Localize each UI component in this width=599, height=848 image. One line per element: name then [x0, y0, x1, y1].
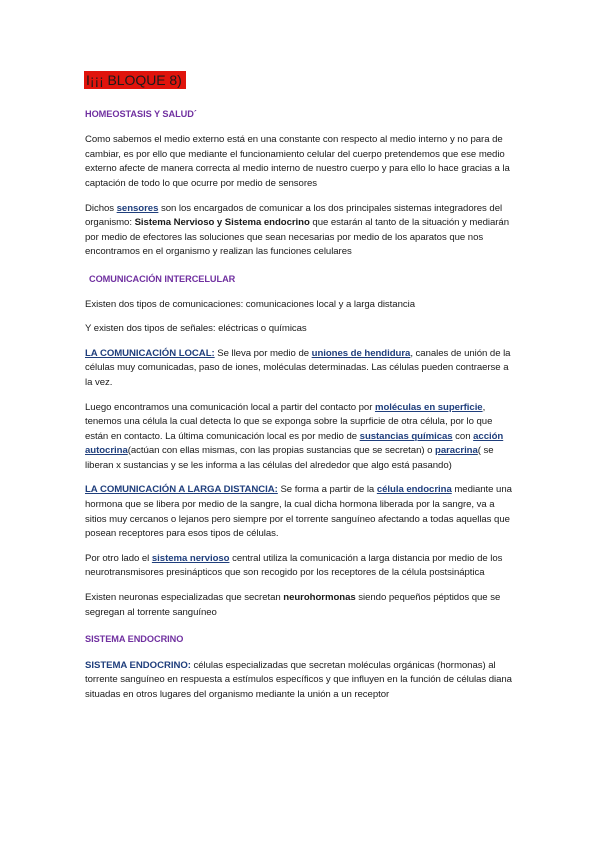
label-comunicacion-local: LA COMUNICACIÓN LOCAL:	[85, 347, 215, 359]
paragraph-sistema-nervioso: Por otro lado el sistema nervioso central utiliza la comunicación a larga distancia por medio de los neurotransmisores presinápticos que son recogido por los receptores de la célula postsináptica	[85, 552, 503, 579]
link-celula-endocrina[interactable]: célula endocrina	[376, 484, 452, 496]
paragraph-comunicacion-local: LA COMUNICACIÓN LOCAL: Se lleva por medio de uniones de hendidura, canales de unión de la células muy comunicadas, paso de iones, moléculas determinadas. Las células pueden contraerse a la vez.	[85, 347, 511, 388]
link-sensores[interactable]: sensores	[116, 202, 159, 214]
link-accion-autocrina[interactable]: acción autocrina	[85, 430, 504, 457]
link-paracrina[interactable]: paracrina	[435, 445, 478, 457]
block-title: I¡¡¡ BLOQUE 8)	[84, 71, 186, 89]
link-uniones-hendidura[interactable]: uniones de hendidura	[311, 347, 411, 359]
label-larga-distancia: LA COMUNICACIÓN A LARGA DISTANCIA:	[85, 484, 278, 496]
paragraph-neurohormonas: Existen neuronas especializadas que secretan neurohormonas siendo pequeños péptidos que se segregan al torrente sanguíneo	[85, 592, 501, 618]
link-sustancias-quimicas[interactable]: sustancias químicas	[359, 430, 453, 442]
link-sistema-nervioso[interactable]: sistema nervioso	[151, 552, 230, 564]
paragraph-contacto: Luego encontramos una comunicación local a partir del contacto por moléculas en superficie, tenemos una célula la cual detecta lo que se exponga sobre la suprficie de otra célula, por lo que están en contacto. La última comunicación local es por medio de sustancias químicas con acción autocrina(actúan con ellas mismas, con las propias sustancias que se secretan) o paracrina( se liberan x sustancias y se les informa a las células del alrededor que algo está pasando)	[85, 401, 504, 471]
paragraph-medio-externo: Como sabemos el medio externo está en una constante con respecto al medio interno y no para de cambiar, es por ello que mediante el funcionamiento celular del cuerpo pretendemos que ese medio externo afecte de manera correcta al medio interno de nuestro cuerpo y para ello lo hace gracias a la captación de todo lo que ocurre por medio de sensores	[85, 134, 510, 189]
bold-neurohormonas: neurohormonas	[283, 592, 356, 604]
bold-sistemas: Sistema Nervioso y Sistema endocrino	[134, 217, 310, 229]
label-sistema-endocrino: SISTEMA ENDOCRINO:	[85, 659, 191, 671]
paragraph-larga-distancia: LA COMUNICACIÓN A LARGA DISTANCIA: Se forma a partir de la célula endocrina mediante una hormona que se libera por medio de la sangre, la cual dicha hormona liberada por la sangre, va a sitios muy cercanos o lejanos pero siempre por el torrente sanguíneo afectando a todas aquellas que posean receptores para esos tipos de células.	[85, 484, 512, 540]
heading-sistema-endocrino: SISTEMA ENDOCRINO	[85, 634, 184, 645]
link-moleculas-superficie[interactable]: moléculas en superficie	[374, 401, 483, 413]
heading-comunicacion-intercelular: COMUNICACIÓN INTERCELULAR	[89, 273, 236, 284]
paragraph-tipos-senales: Y existen dos tipos de señales: eléctricas o químicas	[85, 323, 307, 335]
paragraph-sistema-endocrino: SISTEMA ENDOCRINO: células especializadas que secretan moléculas orgánicas (hormonas) al torrente sanguíneo en respuesta a estímulos específicos y que influyen en la función de células diana situadas en otros lugares del organismo mediante la unión a un receptor	[85, 659, 512, 700]
paragraph-tipos-comunicaciones: Existen dos tipos de comunicaciones: comunicaciones local y a larga distancia	[85, 298, 415, 310]
paragraph-sensores: Dichos sensores son los encargados de comunicar a los dos principales sistemas integradores del organismo: Sistema Nervioso y Sistema endocrino que estarán al tanto de la situación y mediarán por medio de efectores las soluciones que sean necesarias por medio de los aparatos que nos encontramos en el organismo y realizan las funciones celulares	[85, 202, 509, 258]
heading-homeostasis: HOMEOSTASIS Y SALUD´	[85, 108, 197, 119]
document-body	[85, 71, 515, 703]
